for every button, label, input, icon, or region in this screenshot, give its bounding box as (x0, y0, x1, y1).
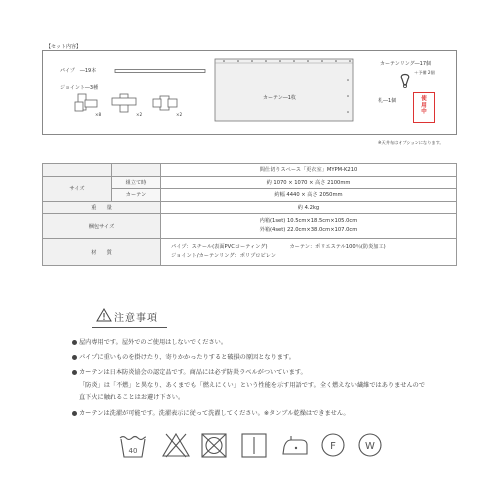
set-heading: 【セット内容】 (46, 44, 82, 50)
curtain-label: カーテン―1枚 (263, 95, 296, 101)
note-item-1: 屋内専用です。屋外でのご使用はしないでください。 (72, 337, 227, 346)
curtain-size-label: カーテン (112, 189, 161, 202)
assembled-label: 組立て時 (112, 176, 161, 189)
in-use-tag (413, 92, 435, 123)
warning-icon (96, 308, 112, 322)
package-label: 梱包サイズ (43, 214, 161, 239)
notes-title-underline (92, 327, 167, 328)
ring-label: カーテンリング―17個 (380, 61, 432, 67)
material-value (161, 239, 457, 266)
package-size (161, 214, 457, 239)
product-name: 間仕切りスペース「更衣室」MYPM-K210 (161, 164, 457, 177)
wash-40-icon (118, 431, 148, 459)
tag-label: 札―1個 (378, 98, 397, 104)
material-label: 材 質 (43, 239, 161, 266)
spec-table (42, 163, 457, 266)
curtain-ring-icon (397, 69, 413, 89)
hang-dry-icon (239, 431, 269, 459)
material-pipe: パイプ：スチール(表面PVCコーティング) (171, 244, 268, 250)
iron-icon (280, 431, 310, 459)
note-item-6: カーテンは洗濯が可能です。洗濯表示に従って洗濯してください。※タンブル乾燥はできません。 (72, 408, 350, 417)
curtain-illustration (214, 58, 356, 124)
size-label: サイズ (43, 176, 112, 201)
wet-clean-w-text: W (365, 441, 375, 452)
in-use-tag-text: 使用中 (421, 96, 427, 115)
joint-label: ジョイント―3種 (60, 85, 99, 91)
joint-icon-b (110, 92, 138, 118)
pipe-illustration (114, 67, 206, 75)
curtain-size: 約幅 4440 × 高さ 2050mm (161, 189, 457, 202)
note-item-5: 直下火に触れることはお避け下さい。 (79, 394, 185, 401)
dry-clean-f-text: F (330, 441, 336, 452)
ring-spare-label: ＋予備 2個 (414, 70, 435, 75)
pipe-label: パイプ ―19本 (60, 68, 97, 74)
joint-count-c: ×2 (176, 112, 183, 117)
joint-count-b: ×2 (136, 112, 143, 117)
ceiling-cloth-note: ※天井布はオプションになります。 (378, 140, 444, 145)
package-outer: 外箱(4set) 22.0cm×38.0cm×107.0cm (259, 227, 358, 233)
notes-title: 注意事項 (114, 313, 158, 324)
dry-clean-f-icon (318, 431, 348, 459)
assembled-size: 約 1070 × 1070 × 高さ 2100mm (161, 176, 457, 189)
weight-value: 約 4.2kg (161, 201, 457, 214)
joint-count-a: ×8 (95, 112, 102, 117)
note-item-2: パイプに重いものを掛けたり、寄りかかったりすると破損の原因となります。 (72, 352, 295, 361)
material-joint: ジョイント/カーテンリング：ポリプロピレン (171, 253, 276, 259)
no-tumble-dry-icon (199, 431, 229, 459)
wash-temp-text: 40 (128, 447, 138, 455)
package-inner: 内箱(1set) 10.5cm×18.5cm×105.0cm (259, 218, 358, 224)
note-item-3: カーテンは日本防炎協会の認定品です。商品には必ず防炎ラベルがついています。 (72, 367, 307, 376)
note-item-4: 「防炎」は「不燃」と異なり、あくまでも「燃えにくい」という性能を示す用語です。全く燃えない繊維ではありませんので (79, 382, 426, 389)
no-bleach-icon (161, 431, 191, 459)
wet-clean-w-icon (355, 431, 385, 459)
material-curtain: カーテン：ポリエステル100％(防炎加工) (289, 244, 386, 250)
weight-label: 重 量 (43, 201, 161, 214)
